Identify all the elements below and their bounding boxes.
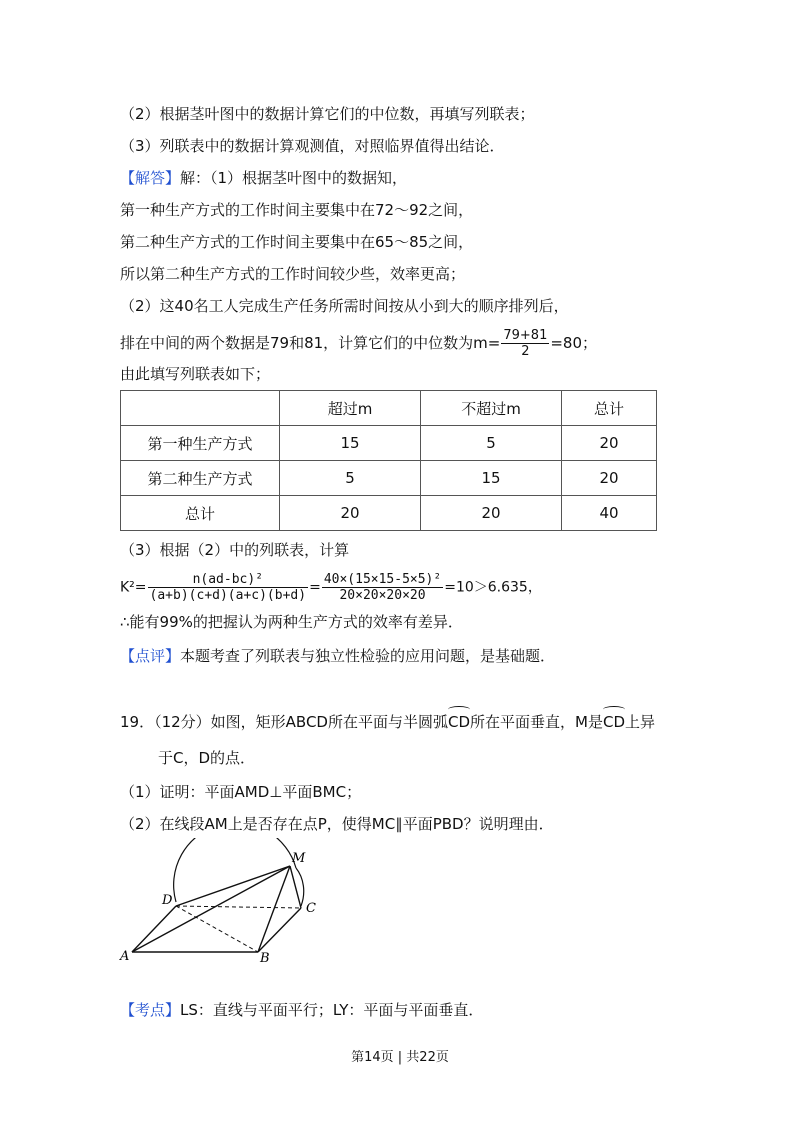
comment-text: 本题考查了列联表与独立性检验的应用问题，是基础题． xyxy=(180,647,556,665)
k-result: =10＞6.635， xyxy=(444,579,542,596)
question-19-line-2: 于C，D的点． xyxy=(158,749,256,767)
table-cell: 20 xyxy=(421,496,562,531)
contingency-table xyxy=(120,390,657,531)
arc-mark xyxy=(603,706,625,713)
table-row xyxy=(121,426,657,461)
table-cell: 15 xyxy=(421,461,562,496)
label-m: M xyxy=(292,851,306,866)
question-3-text: （3）列联表中的数据计算观测值，对照临界值得出结论． xyxy=(120,137,505,155)
page-footer: 第14页 | 共22页 xyxy=(351,1050,449,1065)
q19-part-a: 19．（12分）如图，矩形ABCD所在平面与半圆弧 xyxy=(120,713,448,731)
arc-cd-2 xyxy=(603,712,625,732)
label-d: D xyxy=(162,893,173,908)
edge-bc xyxy=(258,908,301,952)
table-cell: 20 xyxy=(562,461,657,496)
table-header-cell xyxy=(121,391,280,426)
semicircle-arc-end xyxy=(296,868,304,906)
q19-part-c: 上异 xyxy=(625,713,656,731)
segment-am xyxy=(132,866,290,952)
edge-dc-dashed xyxy=(176,906,301,908)
table-cell: 40 xyxy=(562,496,657,531)
k-prefix: K²= xyxy=(120,579,147,596)
segment-db-dashed xyxy=(176,906,258,952)
k-fraction-2 xyxy=(322,572,443,603)
median-pre: 排在中间的两个数据是79和81，计算它们的中位数为m= xyxy=(120,334,501,352)
table-header-cell: 总计 xyxy=(562,391,657,426)
arc-label: CD xyxy=(602,713,626,731)
median-denominator: 2 xyxy=(521,344,530,359)
arc-mark xyxy=(448,706,470,713)
median-numerator: 79+81 xyxy=(503,328,548,343)
arc-cd-1 xyxy=(448,712,470,732)
edge-ad xyxy=(132,906,176,952)
question-19-part-1: （1）证明：平面AMD⊥平面BMC； xyxy=(120,783,362,801)
k-numerator-2: 40×(15×15-5×5)² xyxy=(323,572,442,587)
table-cell: 总计 xyxy=(121,496,280,531)
table-cell: 20 xyxy=(280,496,421,531)
segment-bm xyxy=(258,866,290,952)
k-equals: = xyxy=(309,579,321,596)
key-points-line xyxy=(120,1000,483,1020)
arc-label: CD xyxy=(448,713,471,731)
table-cell: 第一种生产方式 xyxy=(121,426,280,461)
question-2-text: （2）根据茎叶图中的数据计算它们的中位数，再填写列联表； xyxy=(120,105,535,123)
answer-line-4: （2）这40名工人完成生产任务所需时间按从小到大的顺序排列后， xyxy=(120,297,569,315)
label-b: B xyxy=(260,951,270,966)
answer-intro-line xyxy=(120,168,407,188)
q19-part-b: 所在平面垂直，M是 xyxy=(470,713,603,731)
question-19-line-1 xyxy=(120,712,655,732)
table-cell: 5 xyxy=(421,426,562,461)
answer-line-1: 第一种生产方式的工作时间主要集中在72～92之间， xyxy=(120,201,474,219)
k-denominator-1: (a+b)(c+d)(a+c)(b+d) xyxy=(149,588,307,603)
median-fraction xyxy=(501,328,549,359)
answer-line-7: （3）根据（2）中的列联表，计算 xyxy=(120,541,350,559)
key-points-text: LS：直线与平面平行；LY：平面与平面垂直． xyxy=(180,1001,484,1019)
table-intro: 由此填写列联表如下； xyxy=(120,365,271,383)
table-cell: 20 xyxy=(562,426,657,461)
table-cell: 15 xyxy=(280,426,421,461)
table-row xyxy=(121,461,657,496)
segment-dm xyxy=(176,866,290,906)
table-row xyxy=(121,496,657,531)
table-header-cell: 超过m xyxy=(280,391,421,426)
label-c: C xyxy=(306,901,316,916)
table-cell: 第二种生产方式 xyxy=(121,461,280,496)
k-numerator-1: n(ad-bc)² xyxy=(148,572,309,588)
table-cell: 5 xyxy=(280,461,421,496)
question-19-part-2: （2）在线段AM上是否存在点P，使得MC∥平面PBD？说明理由． xyxy=(120,815,554,833)
answer-line-3: 所以第二种生产方式的工作时间较少些，效率更高； xyxy=(120,265,466,283)
answer-intro: 解：（1）根据茎叶图中的数据知， xyxy=(180,169,408,187)
chi-square-formula xyxy=(120,572,542,603)
comment-tag: 【点评】 xyxy=(120,647,181,665)
k-denominator-2: 20×20×20×20 xyxy=(339,588,426,603)
geometry-figure xyxy=(118,838,338,966)
label-a: A xyxy=(120,949,130,964)
answer-tag: 【解答】 xyxy=(120,169,181,187)
k-fraction-1 xyxy=(148,572,309,603)
answer-line-2: 第二种生产方式的工作时间主要集中在65～85之间， xyxy=(120,233,474,251)
key-points-tag: 【考点】 xyxy=(120,1001,181,1019)
comment-line xyxy=(120,646,555,666)
conclusion-line: ∴能有99%的把握认为两种生产方式的效率有差异． xyxy=(120,613,463,631)
median-line xyxy=(120,328,597,359)
table-header-cell: 不超过m xyxy=(421,391,562,426)
median-post: =80； xyxy=(550,334,597,352)
table-header-row xyxy=(121,391,657,426)
